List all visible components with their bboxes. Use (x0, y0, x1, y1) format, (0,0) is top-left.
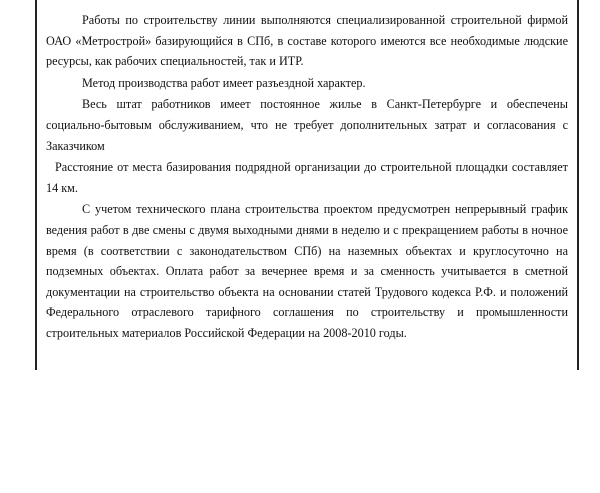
paragraph-contractor: Работы по строительству линии выполняются специализированной строительной фирмой ОАО «Метрострой» базирующийся в СПб, в составе которого имеются все необходимые людские ресурсы, как рабочих специальностей, так и ИТР. (46, 13, 568, 69)
paragraph-work-schedule: С учетом технического плана строительства проектом предусмотрен непрерывный график ведения работ в две смены с двумя выходными днями в неделю и с прекращением работы в ночное время (в соответствии с законодательством СПб) на наземных объектах и круглосуточно на подземных объектах. Оплата работ за вечернее время и за сменность учитывается в сметной документации на строительство объекта на основании статей Трудового кодекса Р.Ф. и положений Федерального отраслевого тарифного соглашения по строительству и промышленности строительных материалов Российской Федерации на 2008-2010 годы. (46, 202, 568, 340)
document-body (46, 10, 568, 344)
paragraph-staff-housing: Весь штат работников имеет постоянное жилье в Санкт-Петербурге и обеспечены социально-бытовым обслуживанием, что не требует дополнительных затрат и согласования с Заказчиком (46, 97, 568, 153)
paragraph-distance: Расстояние от места базирования подрядной организации до строительной площадки составляет 14 км. (46, 160, 568, 195)
paragraph-method: Метод производства работ имеет разъездной характер. (82, 75, 366, 90)
